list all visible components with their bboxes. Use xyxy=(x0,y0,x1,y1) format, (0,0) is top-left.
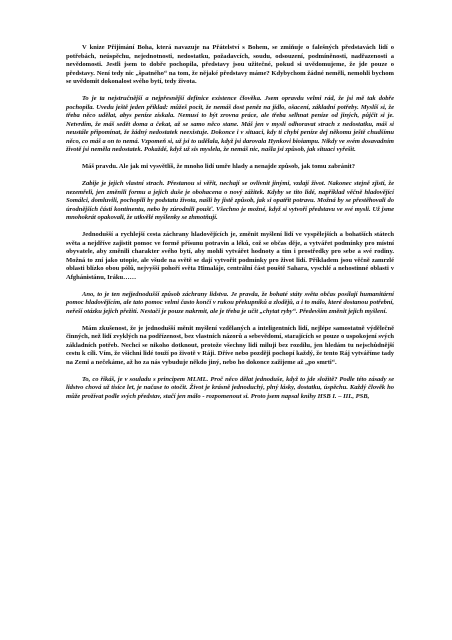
paragraph-spacer xyxy=(66,367,394,376)
paragraph-question-4: Mám zkušenost, že je jednodušší měnit myšlení vzdělaných a inteligentních lidí, nejlépe samostatně výdělečně činných, než lidí zvyklých na podřízenost, bez vlastních názorů a sebevědomí, starajících se pouze o uspokojení svých základních potřeb. Nechci se nikoho dotknout, protože všechny lidi miluji bez rozdílu, jen hledám tu nejschůdnější cestu k cíli. Vím, že všichni lidé touží po životě v Ráji. Dříve nebo později pochopí každý, že tento Ráj vytváříme tady na Zemi a nečekáme, až ho za nás vybuduje někdo jiný, nebo ho dokonce zažijeme až „po smrti“. xyxy=(66,324,394,366)
paragraph-answer-2: Zabije je jejich vlastní strach. Přestanou si věřit, nechají se ovlivnit jinými, vzdají život. Nakonec stejně zjistí, že nezemřeli, jen změnili formu a jejich duše je obohacena o nový zážitek. Kdyby se tito lidé, například věčně hladovějící Somálci, domluvili, pochopili by podstatu života, našli by jistě způsob, jak si opatřit potravu. Možná by se přestěhovali do úrodnějších částí kontinentu, nebo by zúrodnili poušť. Všechno je možné, když si vytvoří představu ve své mysli. Už jsme mnohokrát opakovali, že utkvělé myšlenky se zhmotňují. xyxy=(66,180,394,221)
paragraph-answer-3: Ano, to je ten nejjednodušší způsob záchrany lidstva. Je pravda, že bohaté státy světa občas posílají humanitární pomoc hladovějícím, ale tato pomoc velmi často končí v rukou překupníků a zlodějů, a i to málo, které dostanou potřební, neřeší otázku jejich přežití. Nestačí je pouze nakrmit, ale je třeba je učit „chytat ryby“. Především změnit jejich myšlení. xyxy=(66,290,394,315)
paragraph-spacer xyxy=(66,223,394,232)
paragraph-spacer xyxy=(66,316,394,325)
paragraph-spacer xyxy=(66,282,394,291)
paragraph-question-3: Jednodušší a rychlejší cesta záchrany hladovějících je, změnit myšlení lidí ve vyspělejších a bohatších státech světa a nejdříve zajistit pomoc ve formě přísunu potravin a léků, což se občas děje, a vytvářet podmínky pro místní obyvatele, aby změnili charakter svého bytí, aby mohli vytvářet hodnoty a tím i prostředky pro sebe a své rodiny. Možná to zní jako utopie, ale všude na světě se dají vytvořit podmínky pro život lidí. Příkladem jsou věčně zamrzlé oblasti blízko obou pólů, nejvyšší pohoří světa Himaláje, centrální část pouště Sahara, vyschlé a nehostinné oblasti v Afghánistánu, Iráku…… xyxy=(66,231,394,281)
paragraph-answer-1: To je ta nejstručnější a nejpřesnější definice existence člověka. Jsem opravdu velmi rád, že jsi mě tak dobře pochopila. Uvedu ještě jeden příklad: můžeš pocit, že nemáš dost peněz na jídlo, ošacení, základní potřeby. Myslíš si, že třeba něco udělat, abys peníze získala. Nemusí to být zrovna práce, ale třeba selhnat peníze od jiných, půjčit si je. Netvrdím, že máš sedět doma a čekat, až se samo něco stane. Máš jen v mysli odhoravat strach z nedostatku, máš si neustále připomínat, že žádný nedostatek neexistuje. Dokonce i v situaci, kdy ti chybí peníze dej někomu ještě chudšímu něco, co máš a on to nemá. Vzpomeň si, už jsi to udělala, když jsi darovala Hynkovi bioiampu. Nikdy ve svém dosavadním životě jsi neměla nedostatek. Pokaždé, když už sis myslela, že nemáš nic, našla jsi způsob, jak situaci vyřešit. xyxy=(66,95,394,153)
paragraph-answer-4: To, co říkáš, je v souladu s principem MLML. Proč něco dělat jednoduše, když to jde složitě? Podle této zásady se lidstvo chová už tisíce let, je načase to otočit. Život je krásně jednoduchý, plný lásky, dostatku, úspěchu. Každý člověk ho může prožívat podle svých představ, stačí jen málo - rozpomenout si. Proto jsem napsal knihy HSB I. – III., PSB, xyxy=(66,375,394,400)
paragraph-spacer xyxy=(66,155,394,164)
paragraph-spacer xyxy=(66,172,394,181)
paragraph-question-1: V knize Přijímání Boha, která navazuje na Přátelství s Bohem, se zmiňuje o falešných představách lidí o potřebách, neúspěchu, nejednotnosti, nedostatku, požadavcích, soudu, odsouzení, podmíněnosti, nadřazenosti a nevědomosti. Jestli jsem to dobře pochopila, představy jsou užitečné, pokud si uvědomujeme, že jde pouze o představy. Není tedy nic „špatného“ na tom, že nějaké představy máme? Kdybychom žádné neměli, nemohli bychom se uvědomit dokonalost svého bytí, tedy života. xyxy=(66,44,394,85)
paragraph-question-2: Máš pravdu. Ale jak mi vysvětlíš, že mnoho lidí umře hlady a nenajde způsob, jak tomu zabránit? xyxy=(82,163,355,170)
paragraph-spacer xyxy=(66,87,394,96)
